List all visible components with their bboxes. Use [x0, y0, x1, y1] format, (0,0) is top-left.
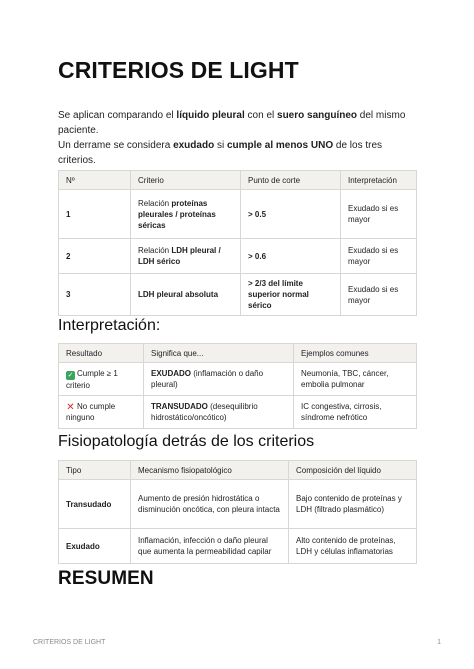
interpretation-cell: Exudado si es mayor [341, 190, 417, 239]
check-mark-icon: ✓ [67, 371, 74, 379]
page-number: 1 [437, 639, 441, 646]
interpretation-table [58, 343, 417, 429]
table-row [59, 396, 417, 429]
footer-label: CRITERIOS DE LIGHT [33, 639, 106, 646]
resumen-heading: RESUMEN [58, 568, 154, 589]
table-header-row [59, 344, 417, 363]
table-row [59, 363, 417, 396]
result-cell: ✕ No cumple ninguno [59, 396, 144, 429]
pathophysiology-table [58, 460, 417, 564]
column-header: Mecanismo fisiopatológico [131, 461, 289, 480]
table-row [59, 190, 417, 239]
intro-line-1: Se aplican comparando el líquido pleural con el suero sanguíneo del mismo paciente. [58, 110, 406, 136]
interpretation-cell: Exudado si es mayor [341, 239, 417, 274]
examples-cell: IC congestiva, cirrosis, síndrome nefrótico [294, 396, 417, 429]
row-number: 1 [59, 190, 131, 239]
table-row [59, 480, 417, 529]
column-header: Significa que... [144, 344, 294, 363]
section-heading-fisiopatologia: Fisiopatología detrás de los criterios [58, 433, 315, 450]
composition-cell: Alto contenido de proteínas, LDH y células inflamatorias [289, 529, 417, 564]
mechanism-cell: Aumento de presión hidrostática o disminución oncótica, con pleura intacta [131, 480, 289, 529]
criterion-cell: Relación LDH pleural / LDH sérico [131, 239, 241, 274]
column-header: Nº [59, 171, 131, 190]
interpretation-cell: Exudado si es mayor [341, 274, 417, 316]
column-header: Tipo [59, 461, 131, 480]
examples-cell: Neumonía, TBC, cáncer, embolia pulmonar [294, 363, 417, 396]
cutoff-cell: > 0.5 [241, 190, 341, 239]
result-cell: ✓ Cumple ≥ 1 criterio [59, 363, 144, 396]
table-row [59, 239, 417, 274]
column-header: Punto de corte [241, 171, 341, 190]
row-number: 2 [59, 239, 131, 274]
row-number: 3 [59, 274, 131, 316]
column-header: Criterio [131, 171, 241, 190]
cutoff-cell: > 2/3 del límite superior normal sérico [241, 274, 341, 316]
composition-cell: Bajo contenido de proteínas y LDH (filtrado plasmático) [289, 480, 417, 529]
meaning-cell: TRANSUDADO (desequilibrio hidrostático/oncótico) [144, 396, 294, 429]
criterion-cell: Relación proteínas pleurales / proteínas séricas [131, 190, 241, 239]
page-title: CRITERIOS DE LIGHT [58, 57, 299, 83]
column-header: Ejemplos comunes [294, 344, 417, 363]
cutoff-cell: > 0.6 [241, 239, 341, 274]
meaning-cell: EXUDADO (inflamación o daño pleural) [144, 363, 294, 396]
table-row [59, 274, 417, 316]
table-header-row [59, 461, 417, 480]
criteria-table [58, 170, 417, 316]
table-header-row [59, 171, 417, 190]
page-footer [33, 639, 441, 646]
intro-paragraph [58, 108, 418, 168]
column-header: Resultado [59, 344, 144, 363]
section-heading-interpretacion: Interpretación: [58, 317, 161, 334]
type-cell: Exudado [59, 529, 131, 564]
type-cell: Transudado [59, 480, 131, 529]
table-row [59, 529, 417, 564]
mechanism-cell: Inflamación, infección o daño pleural que aumenta la permeabilidad capilar [131, 529, 289, 564]
cross-mark-icon: ✕ [66, 402, 75, 413]
intro-line-2: Un derrame se considera exudado si cumple al menos UNO de los tres criterios. [58, 140, 383, 166]
criterion-cell: LDH pleural absoluta [131, 274, 241, 316]
column-header: Composición del líquido [289, 461, 417, 480]
column-header: Interpretación [341, 171, 417, 190]
